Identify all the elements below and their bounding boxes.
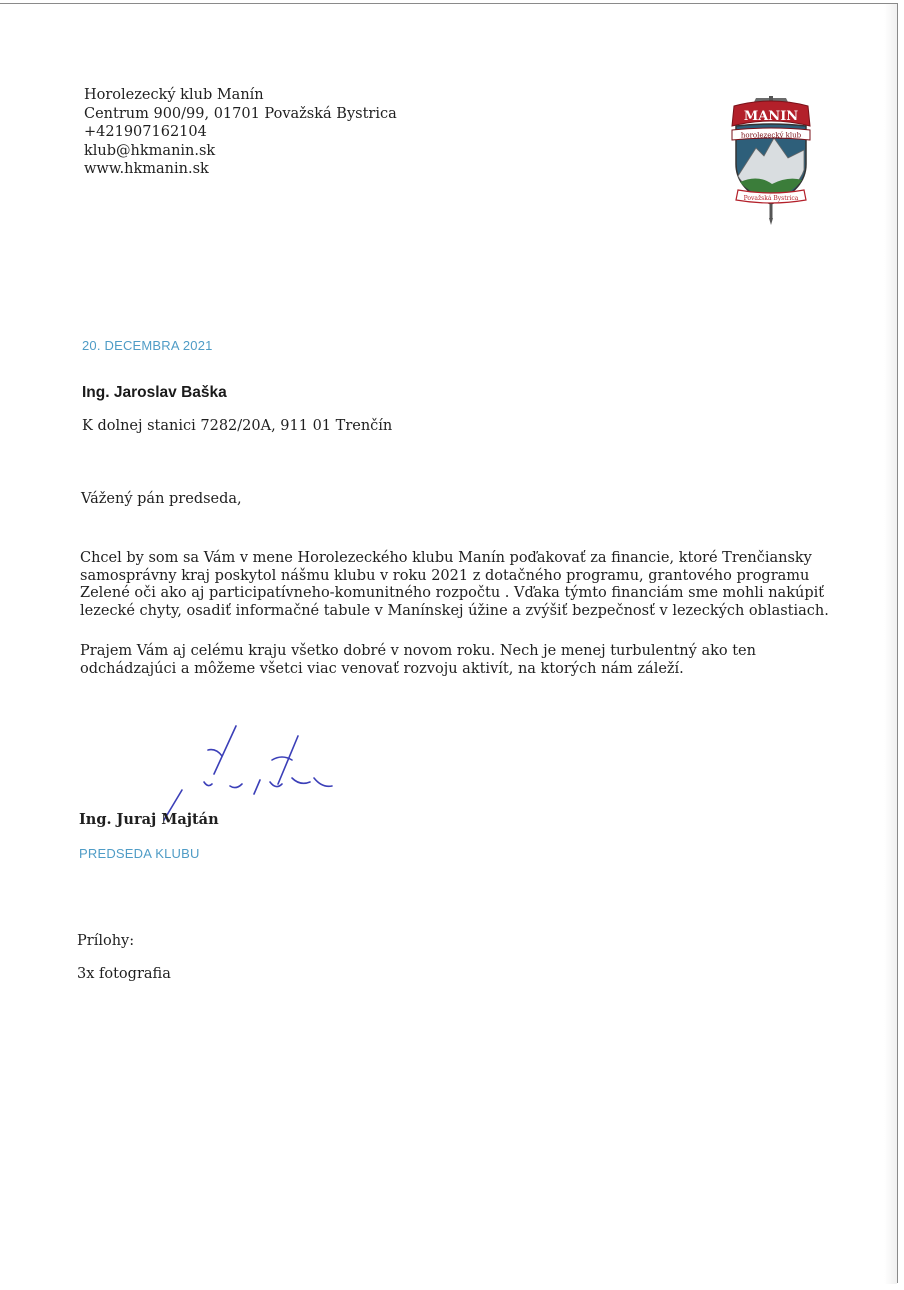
sender-web: www.hkmanin.sk — [84, 161, 209, 177]
body-line: odchádzajúci a môžeme všetci viac venovať rozvoju aktivít, na ktorých nám záleží. — [80, 660, 684, 677]
logo-bottom-text: Považská Bystrica — [743, 195, 799, 202]
salutation: Vážený pán predseda, — [81, 491, 242, 507]
recipient-address: K dolnej stanici 7282/20A, 911 01 Trenčín — [82, 418, 393, 434]
sender-address: Centrum 900/99, 01701 Považská Bystrica — [84, 105, 397, 122]
body-line: Prajem Vám aj celému kraju všetko dobré v novom roku. Nech je menej turbulentný ako ten — [80, 643, 756, 659]
scan-shadow — [884, 4, 897, 1284]
sender-email: klub@hkmanin.sk — [84, 142, 216, 159]
body-paragraph-1 — [80, 550, 829, 620]
body-line: lezecké chyty, osadiť informačné tabule v Manínskej úžine a zvýšiť bezpečnosť v lezeckých oblastiach. — [80, 602, 829, 619]
body-line: Chcel by som sa Vám v mene Horolezeckého klubu Manín poďakovať za financie, ktoré Trenčiansky — [80, 550, 812, 566]
club-logo-icon — [728, 92, 814, 228]
body-line: Zelené oči ako aj participatívneho-komunitného rozpočtu . Vďaka týmto financiám sme mohli nakúpiť — [80, 585, 825, 601]
logo-top-text: MANIN — [743, 109, 799, 124]
attachments-heading: Prílohy: — [77, 933, 135, 949]
logo-middle-text: horolezecký klub — [740, 131, 802, 140]
recipient-name: Ing. Jaroslav Baška — [82, 384, 227, 401]
signer-name: Ing. Juraj Majtán — [79, 811, 219, 828]
sender-block — [84, 86, 397, 179]
body-line: samosprávny kraj poskytol nášmu klubu v roku 2021 z dotačného programu, grantového programu — [80, 567, 810, 584]
scan-edge-right — [897, 3, 898, 1283]
scan-edge-top — [0, 3, 898, 4]
sender-phone: +421907162104 — [84, 124, 207, 140]
sender-name: Horolezecký klub Manín — [84, 87, 264, 103]
letter-date: 20. DECEMBRA 2021 — [82, 338, 213, 353]
signer-role: PREDSEDA KLUBU — [79, 846, 200, 861]
body-paragraph-2 — [80, 643, 800, 678]
attachment-item: 3x fotografia — [77, 966, 171, 982]
